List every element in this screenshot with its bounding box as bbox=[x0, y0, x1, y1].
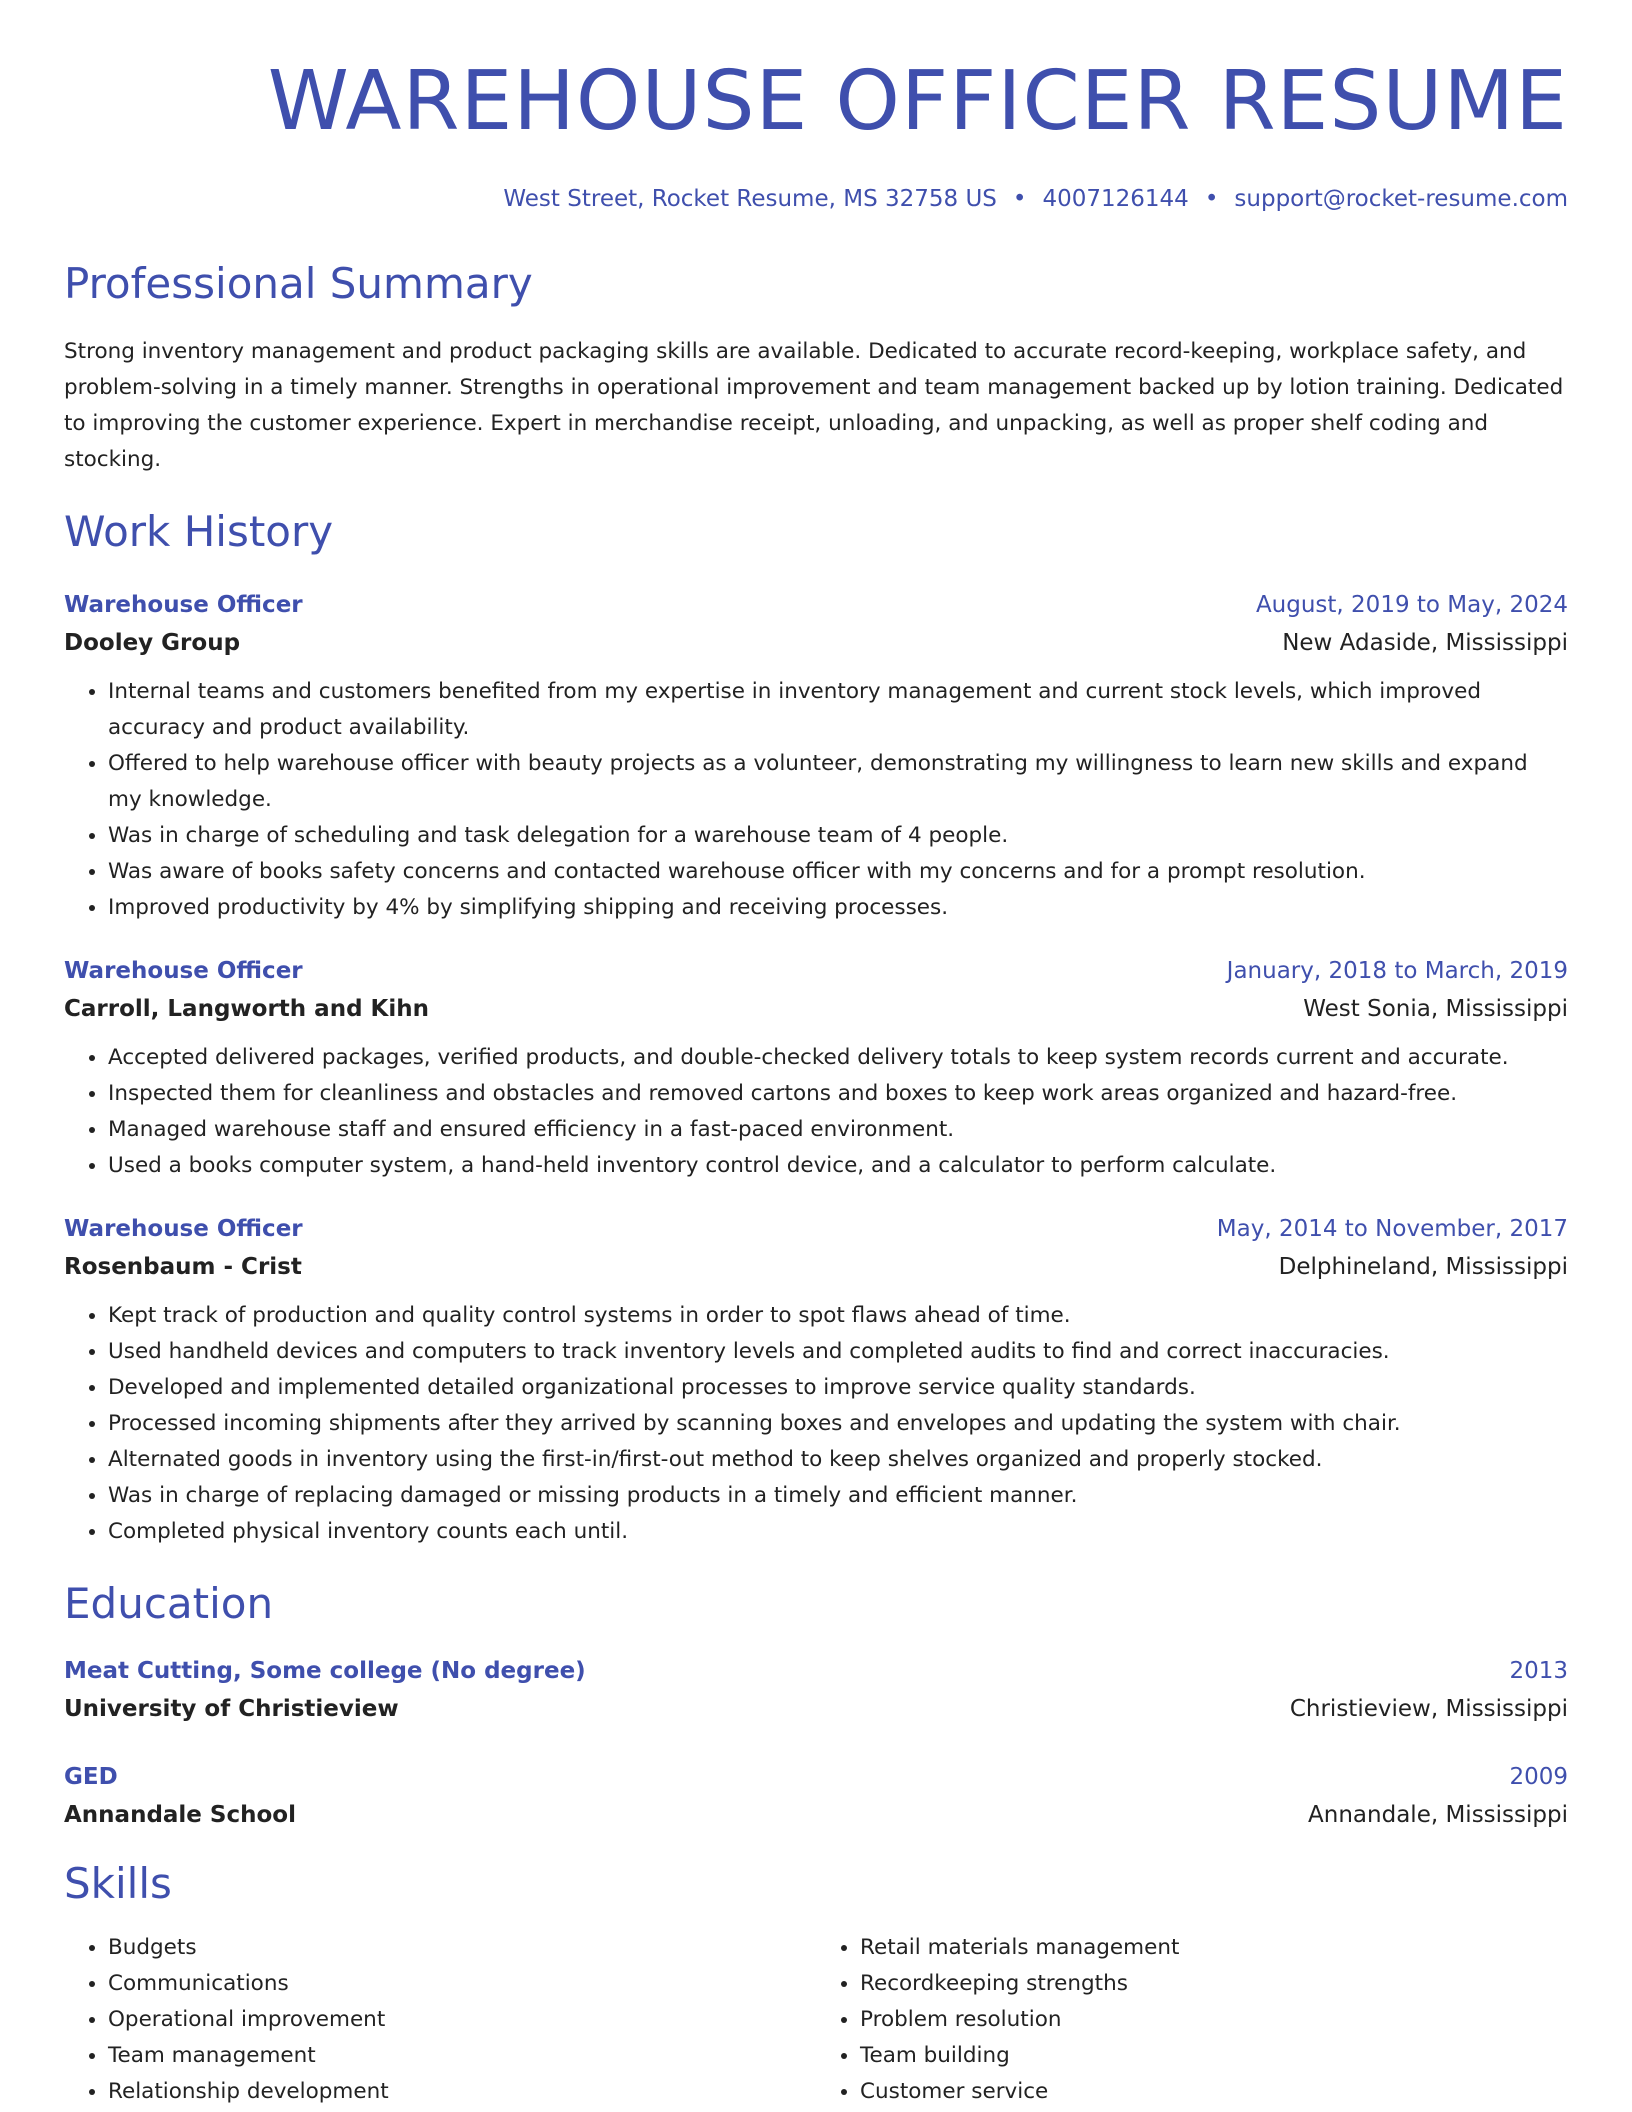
skills-list bbox=[64, 1930, 1568, 2110]
job-bullet: • Kept track of production and quality control systems in order to spot flaws ahead of time. bbox=[108, 1298, 1568, 1334]
skill-item: • Retail materials management bbox=[860, 1930, 1568, 1966]
job-title-row bbox=[64, 1210, 1568, 1248]
education-school: University of Christieview bbox=[64, 1696, 399, 1722]
resume-header bbox=[64, 0, 1568, 216]
job-entry bbox=[64, 952, 1568, 1184]
job-bullet: • Developed and implemented detailed organizational processes to improve service quality standards. bbox=[108, 1370, 1568, 1406]
education-degree: Meat Cutting, Some college (No degree) bbox=[64, 1658, 586, 1684]
education-school-row bbox=[64, 1796, 1568, 1834]
job-company-row bbox=[64, 990, 1568, 1028]
job-bullets bbox=[64, 674, 1568, 926]
job-bullet: • Was in charge of scheduling and task delegation for a warehouse team of 4 people. bbox=[108, 818, 1568, 854]
skill-item: • Problem resolution bbox=[860, 2002, 1568, 2038]
job-bullet: • Offered to help warehouse officer with beauty projects as a volunteer, demonstrating my willingness to learn new skills and expand my knowledge. bbox=[108, 746, 1568, 818]
education-school-row bbox=[64, 1690, 1568, 1728]
job-location: New Adaside, Mississippi bbox=[1282, 630, 1568, 656]
skill-item: • Customer service bbox=[860, 2074, 1568, 2110]
job-entry bbox=[64, 586, 1568, 926]
job-bullet: • Used a books computer system, a hand-held inventory control device, and a calculator to perform calculate. bbox=[108, 1148, 1568, 1184]
resume-title: WAREHOUSE OFFICER RESUME bbox=[267, 54, 1568, 149]
summary-heading: Professional Summary bbox=[64, 259, 533, 308]
job-bullet: • Internal teams and customers benefited from my expertise in inventory management and current stock levels, which improved accuracy and product availability. bbox=[108, 674, 1568, 746]
job-location: West Sonia, Mississippi bbox=[1303, 996, 1568, 1022]
contact-phone[interactable]: 4007126144 bbox=[1042, 186, 1189, 212]
job-company: Carroll, Langworth and Kihn bbox=[64, 996, 430, 1022]
job-dates: May, 2014 to November, 2017 bbox=[1216, 1216, 1568, 1242]
education-heading: Education bbox=[64, 1579, 274, 1628]
education-location: Christieview, Mississippi bbox=[1289, 1696, 1568, 1722]
skill-item: • Team management bbox=[108, 2038, 816, 2074]
education-location: Annandale, Mississippi bbox=[1308, 1802, 1568, 1828]
contact-separator: • bbox=[1012, 186, 1027, 212]
education-entry bbox=[64, 1652, 1568, 1728]
skill-item: • Recordkeeping strengths bbox=[860, 1966, 1568, 2002]
job-title-row bbox=[64, 952, 1568, 990]
education-year: 2013 bbox=[1509, 1658, 1568, 1684]
job-bullet: • Was aware of books safety concerns and contacted warehouse officer with my concerns and for a prompt resolution. bbox=[108, 854, 1568, 890]
skills-column-right bbox=[816, 1930, 1568, 2110]
job-entry bbox=[64, 1210, 1568, 1550]
contact-address: West Street, Rocket Resume, MS 32758 US bbox=[503, 186, 997, 212]
job-bullet: • Alternated goods in inventory using the first-in/first-out method to keep shelves organized and properly stocked. bbox=[108, 1442, 1568, 1478]
education-entry bbox=[64, 1758, 1568, 1834]
education-degree-row bbox=[64, 1758, 1568, 1796]
job-bullets bbox=[64, 1298, 1568, 1550]
summary-text: Strong inventory management and product packaging skills are available. Dedicated to accurate record-keeping, workplace safety, and problem-solving in a timely manner. Strengths in operational improvement and team management backed up by lotion training. Dedicated to improving the customer experience. Expert in merchandise receipt, unloading, and unpacking, as well as proper shelf coding and stocking. bbox=[64, 339, 1564, 472]
job-company-row bbox=[64, 624, 1568, 662]
job-location: Delphineland, Mississippi bbox=[1278, 1254, 1568, 1280]
job-company-row bbox=[64, 1248, 1568, 1286]
skills-heading: Skills bbox=[64, 1859, 172, 1908]
skill-item: • Budgets bbox=[108, 1930, 816, 1966]
work-history-heading: Work History bbox=[64, 507, 334, 556]
job-title: Warehouse Officer bbox=[64, 592, 303, 618]
job-bullet: • Processed incoming shipments after they arrived by scanning boxes and envelopes and updating the system with chair. bbox=[108, 1406, 1568, 1442]
contact-separator: • bbox=[1204, 186, 1219, 212]
job-dates: January, 2018 to March, 2019 bbox=[1226, 958, 1568, 984]
skill-item: • Relationship development bbox=[108, 2074, 816, 2110]
contact-line bbox=[64, 182, 1568, 216]
job-bullet: • Managed warehouse staff and ensured efficiency in a fast-paced environment. bbox=[108, 1112, 1568, 1148]
skill-item: • Communications bbox=[108, 1966, 816, 2002]
job-company: Rosenbaum - Crist bbox=[64, 1254, 302, 1280]
job-bullet: • Accepted delivered packages, verified products, and double-checked delivery totals to keep system records current and accurate. bbox=[108, 1040, 1568, 1076]
job-title: Warehouse Officer bbox=[64, 1216, 303, 1242]
education-degree: GED bbox=[64, 1764, 118, 1790]
education-year: 2009 bbox=[1509, 1764, 1568, 1790]
contact-email[interactable]: support@rocket-resume.com bbox=[1234, 186, 1568, 212]
job-dates: August, 2019 to May, 2024 bbox=[1255, 592, 1568, 618]
job-bullet: • Used handheld devices and computers to track inventory levels and completed audits to find and correct inaccuracies. bbox=[108, 1334, 1568, 1370]
job-bullet: • Improved productivity by 4% by simplifying shipping and receiving processes. bbox=[108, 890, 1568, 926]
skill-item: • Team building bbox=[860, 2038, 1568, 2074]
job-company: Dooley Group bbox=[64, 630, 241, 656]
skills-column-left bbox=[64, 1930, 816, 2110]
job-bullet: • Was in charge of replacing damaged or missing products in a timely and efficient manner. bbox=[108, 1478, 1568, 1514]
skill-item: • Operational improvement bbox=[108, 2002, 816, 2038]
education-school: Annandale School bbox=[64, 1802, 296, 1828]
education-degree-row bbox=[64, 1652, 1568, 1690]
job-title-row bbox=[64, 586, 1568, 624]
job-bullet: • Inspected them for cleanliness and obstacles and removed cartons and boxes to keep work areas organized and hazard-free. bbox=[108, 1076, 1568, 1112]
job-bullet: • Completed physical inventory counts each until. bbox=[108, 1514, 1568, 1550]
job-bullets bbox=[64, 1040, 1568, 1184]
job-title: Warehouse Officer bbox=[64, 958, 303, 984]
